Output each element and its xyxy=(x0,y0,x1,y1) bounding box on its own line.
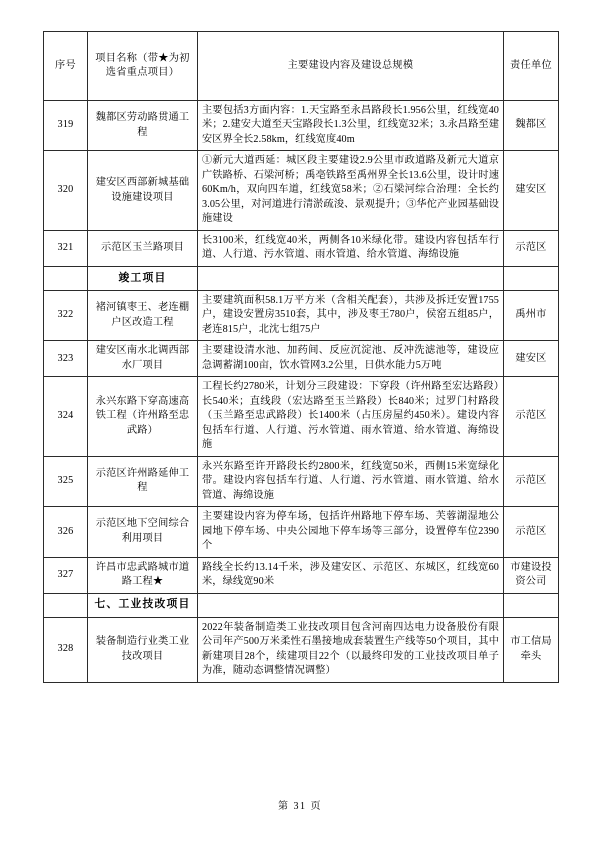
cell-project-name: 示范区玉兰路项目 xyxy=(88,230,198,266)
cell-description: 2022年装备制造类工业技改项目包含河南四达电力设备股份有限公司年产500万米柔性石墨接地成套装置生产线等50个项目，其中新建项目28个，续建项目22个（以最终印发的工业技改项目单子为准，随动态调整情况调整） xyxy=(198,617,504,682)
cell-description: 主要包括3方面内容：1.天宝路至永昌路段长1.956公里，红线宽40米；2.建安大道至天宝路段长1.3公里，红线宽32米；3.永昌路至建安区界全长2.58km，红线宽度40m xyxy=(198,101,504,151)
table-section-row xyxy=(44,593,559,617)
cell-seq: 320 xyxy=(44,151,88,230)
section-seq-blank xyxy=(44,593,88,617)
cell-description: 永兴东路至许开路段长约2800米，红线宽50米，西侧15米宽绿化带。建设内容包括车行道、人行道、污水管道、雨水管道、给水管道、海绵设施 xyxy=(198,456,504,506)
cell-project-name: 示范区许州路延伸工程 xyxy=(88,456,198,506)
table-section-row xyxy=(44,266,559,290)
cell-seq: 319 xyxy=(44,101,88,151)
cell-seq: 322 xyxy=(44,290,88,340)
table-row xyxy=(44,151,559,230)
cell-description: 主要建设清水池、加药间、反应沉淀池、反冲洗滤池等，建设应急调蓄湖100亩，饮水管网3.2公里，日供水能力5万吨 xyxy=(198,341,504,377)
cell-project-name: 装备制造行业类工业技改项目 xyxy=(88,617,198,682)
table-row xyxy=(44,617,559,682)
section-seq-blank xyxy=(44,266,88,290)
cell-responsible-unit: 魏都区 xyxy=(504,101,559,151)
cell-description: 主要建设内容为停车场，包括许州路地下停车场、芙蓉湖湿地公园地下停车场、中央公园地下停车场等三部分，设置停车位2390个 xyxy=(198,507,504,557)
document-page xyxy=(43,31,558,683)
cell-responsible-unit: 示范区 xyxy=(504,507,559,557)
section-title: 竣工项目 xyxy=(88,266,198,290)
table-header-row xyxy=(44,32,559,101)
table-header xyxy=(44,32,559,101)
table-body xyxy=(44,101,559,683)
table-row xyxy=(44,456,559,506)
project-table xyxy=(43,31,559,683)
cell-responsible-unit: 市工信局牵头 xyxy=(504,617,559,682)
cell-responsible-unit: 禹州市 xyxy=(504,290,559,340)
cell-project-name: 示范区地下空间综合利用项目 xyxy=(88,507,198,557)
cell-description: 工程长约2780米，计划分三段建设：下穿段（许州路至宏达路段）长540米；直线段（宏达路至玉兰路段）长840米；过罗门村路段（玉兰路至忠武路段）长1400米（占压房屋约450米）。建设内容包括车行道、人行道、污水管道、雨水管道、给水管道、海绵设施 xyxy=(198,377,504,456)
cell-description: ①新元大道西延：城区段主要建设2.9公里市政道路及新元大道京广铁路桥、石梁河桥；禹亳铁路至禹州界全长13.6公里，设计时速60Km/h，双向四车道，红线宽58米；②石梁河综合治理：全长约3.05公里，对河道进行清淤疏浚、景观提升；③华佗产业园基础设施建设 xyxy=(198,151,504,230)
cell-description: 主要建筑面积58.1万平方米（含相关配套），共涉及拆迁安置1755户，建设安置房3510套，其中，涉及枣王780户，侯窑五组85户，老连815户，北沈七组75户 xyxy=(198,290,504,340)
header-responsible-unit: 责任单位 xyxy=(504,32,559,101)
section-unit-blank xyxy=(504,593,559,617)
cell-responsible-unit: 市建设投资公司 xyxy=(504,557,559,593)
cell-project-name: 许昌市忠武路城市道路工程★ xyxy=(88,557,198,593)
cell-project-name: 建安区南水北调西部水厂项目 xyxy=(88,341,198,377)
cell-seq: 326 xyxy=(44,507,88,557)
cell-seq: 325 xyxy=(44,456,88,506)
header-description: 主要建设内容及建设总规模 xyxy=(198,32,504,101)
header-project-name: 项目名称（带★为初选省重点项目） xyxy=(88,32,198,101)
page-footer: 第 31 页 xyxy=(278,801,322,812)
cell-project-name: 永兴东路下穿高速高铁工程（许州路至忠武路） xyxy=(88,377,198,456)
cell-responsible-unit: 示范区 xyxy=(504,456,559,506)
table-row xyxy=(44,101,559,151)
table-row xyxy=(44,290,559,340)
cell-description: 路线全长约13.14千米，涉及建安区、示范区、东城区，红线宽60米，绿线宽90米 xyxy=(198,557,504,593)
cell-seq: 328 xyxy=(44,617,88,682)
cell-project-name: 建安区西部新城基础设施建设项目 xyxy=(88,151,198,230)
section-desc-blank xyxy=(198,266,504,290)
header-seq: 序号 xyxy=(44,32,88,101)
cell-responsible-unit: 建安区 xyxy=(504,341,559,377)
table-row xyxy=(44,230,559,266)
cell-seq: 324 xyxy=(44,377,88,456)
section-title: 七、工业技改项目 xyxy=(88,593,198,617)
cell-description: 长3100米，红线宽40米，两侧各10米绿化带。建设内容包括车行道、人行道、污水管道、雨水管道、给水管道、海绵设施 xyxy=(198,230,504,266)
cell-responsible-unit: 示范区 xyxy=(504,377,559,456)
cell-seq: 327 xyxy=(44,557,88,593)
cell-responsible-unit: 示范区 xyxy=(504,230,559,266)
section-desc-blank xyxy=(198,593,504,617)
cell-responsible-unit: 建安区 xyxy=(504,151,559,230)
cell-seq: 321 xyxy=(44,230,88,266)
table-row xyxy=(44,341,559,377)
table-row xyxy=(44,377,559,456)
cell-project-name: 褚河镇枣王、老连棚户区改造工程 xyxy=(88,290,198,340)
section-unit-blank xyxy=(504,266,559,290)
cell-project-name: 魏都区劳动路贯通工程 xyxy=(88,101,198,151)
table-row xyxy=(44,557,559,593)
cell-seq: 323 xyxy=(44,341,88,377)
table-row xyxy=(44,507,559,557)
